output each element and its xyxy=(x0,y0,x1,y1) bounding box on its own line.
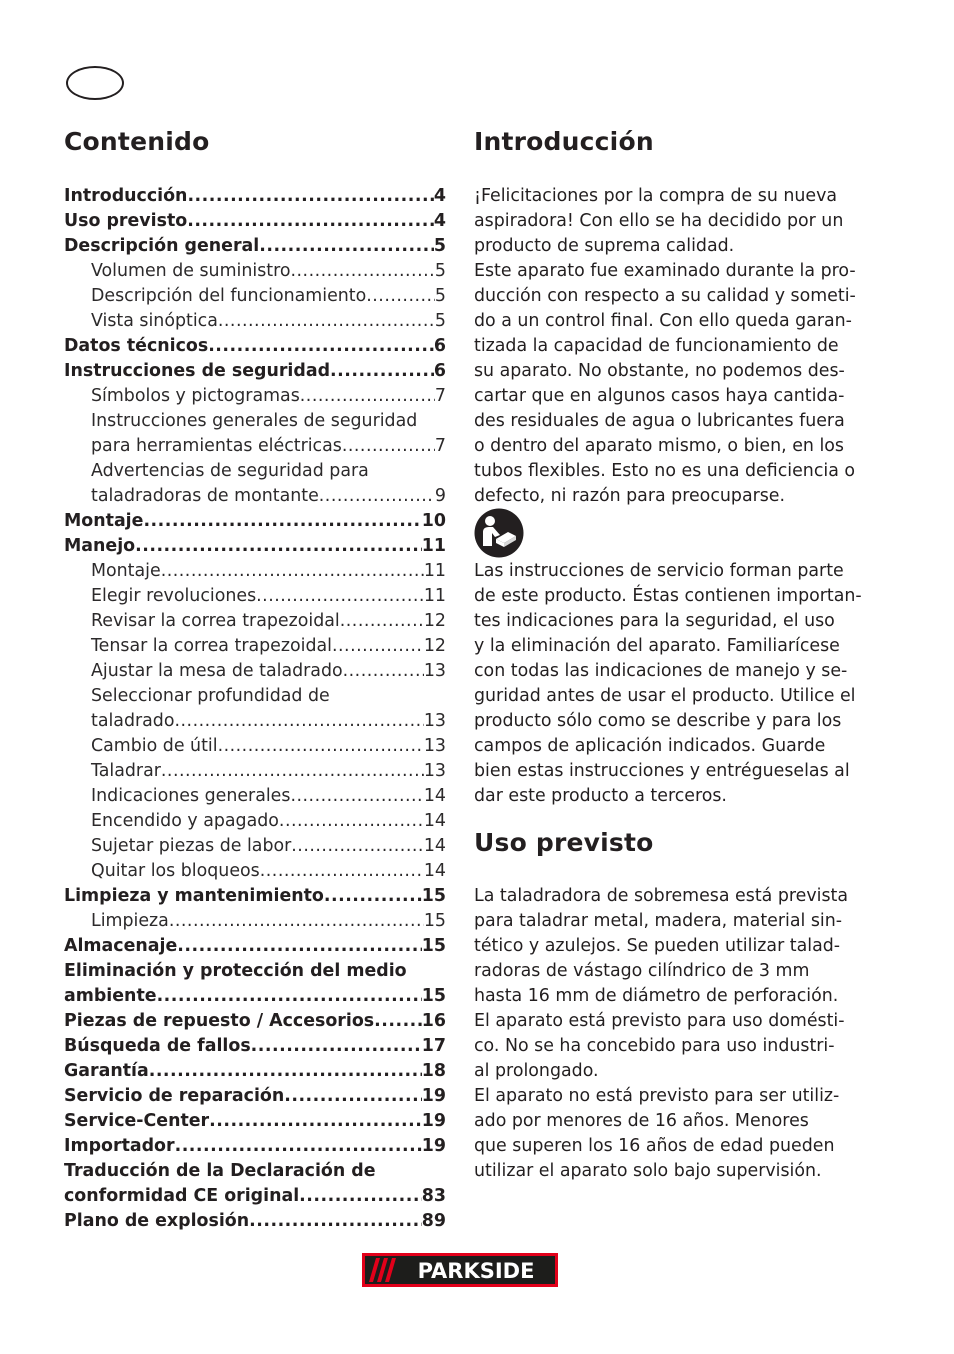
toc-entry-title: Vista sinóptica xyxy=(91,311,218,331)
toc-leader-dots xyxy=(342,434,435,459)
toc-leader-dots xyxy=(343,659,424,684)
toc-entry xyxy=(64,284,446,309)
toc-page-number: 14 xyxy=(423,861,446,881)
toc-page-number: 19 xyxy=(421,1136,446,1156)
toc-entry-title: Volumen de suministro xyxy=(91,261,291,281)
toc-entry xyxy=(64,1084,446,1109)
intro-text-line: campos de aplicación indicados. Guarde xyxy=(474,736,826,756)
toc-leader-dots xyxy=(177,934,422,959)
parkside-logo xyxy=(362,1253,558,1287)
toc-page-number: 16 xyxy=(421,1011,446,1031)
toc-page-number: 13 xyxy=(423,711,446,731)
toc-page-number: 4 xyxy=(433,211,446,231)
toc-leader-dots xyxy=(330,359,434,384)
toc-leader-dots xyxy=(340,609,424,634)
toc-entry xyxy=(64,459,446,484)
toc-entry-title: Encendido y apagado xyxy=(91,811,279,831)
intro-text-line: y la eliminación del aparato. Familiarícese xyxy=(474,636,840,656)
toc-entry-title: taladradoras de montante xyxy=(91,486,319,506)
intro-text-line: tes indicaciones para la seguridad, el uso xyxy=(474,611,835,631)
toc-entry-title: Service-Center xyxy=(64,1111,210,1131)
toc-entry xyxy=(64,759,446,784)
toc-entry xyxy=(64,209,446,234)
toc-page-number: 12 xyxy=(423,636,446,656)
toc-entry-title: Taladrar xyxy=(91,761,161,781)
uso-text-line: El aparato está previsto para uso domésti- xyxy=(474,1011,845,1031)
toc-entry xyxy=(64,659,446,684)
intro-text-line: do a un control final. Con ello queda garan- xyxy=(474,311,852,331)
toc-title: Contenido xyxy=(64,127,210,156)
uso-text-line: ado por menores de 16 años. Menores xyxy=(474,1111,809,1131)
toc-entry-title: conformidad CE original xyxy=(64,1186,300,1206)
intro-text-line: su aparato. No obstante, no podemos des- xyxy=(474,361,845,381)
intro-text-line: guridad antes de usar el producto. Utilice el xyxy=(474,686,856,706)
toc-leader-dots xyxy=(187,184,433,209)
toc-entry-title: Limpieza xyxy=(91,911,169,931)
toc-entry xyxy=(64,1184,446,1209)
toc-page-number: 13 xyxy=(423,736,446,756)
toc-page-number: 18 xyxy=(421,1061,446,1081)
toc-entry-title: Tensar la correa trapezoidal xyxy=(91,636,332,656)
toc-leader-dots xyxy=(300,384,435,409)
uso-text-line: co. No se ha concebido para uso industri- xyxy=(474,1036,835,1056)
toc-page-number: 11 xyxy=(423,586,446,606)
toc-leader-dots xyxy=(143,509,421,534)
intro-paragraph-1 xyxy=(474,184,864,509)
uso-title: Uso previsto xyxy=(474,828,654,857)
uso-text-line: tético y azulejos. Se pueden utilizar talad- xyxy=(474,936,841,956)
toc-leader-dots xyxy=(366,284,435,309)
toc-leader-dots xyxy=(299,1184,422,1209)
toc-entry xyxy=(64,509,446,534)
table-of-contents xyxy=(64,184,446,1234)
uso-paragraph xyxy=(474,884,864,1184)
toc-entry xyxy=(64,709,446,734)
toc-entry-title: Símbolos y pictogramas xyxy=(91,386,300,406)
toc-entry-title: Búsqueda de fallos xyxy=(64,1036,251,1056)
toc-leader-dots xyxy=(251,1034,422,1059)
toc-leader-dots xyxy=(175,709,424,734)
toc-leader-dots xyxy=(324,884,422,909)
toc-entry xyxy=(64,934,446,959)
toc-leader-dots xyxy=(374,1009,422,1034)
toc-entry-title: Elegir revoluciones xyxy=(91,586,257,606)
toc-entry-title: Eliminación y protección del medio xyxy=(64,961,407,981)
toc-entry-title: Almacenaje xyxy=(64,936,178,956)
toc-entry xyxy=(64,809,446,834)
toc-leader-dots xyxy=(218,734,424,759)
toc-entry xyxy=(64,534,446,559)
toc-entry xyxy=(64,1109,446,1134)
toc-page-number: 5 xyxy=(434,286,446,306)
toc-page-number: 5 xyxy=(433,236,446,256)
read-manual-icon xyxy=(474,508,524,558)
toc-entry xyxy=(64,1209,446,1234)
intro-text-line: tizada la capacidad de funcionamiento de xyxy=(474,336,839,356)
toc-leader-dots xyxy=(161,559,424,584)
toc-entry xyxy=(64,734,446,759)
intro-text-line: producto de suprema calidad. xyxy=(474,236,735,256)
uso-text-line: que superen los 16 años de edad pueden xyxy=(474,1136,835,1156)
toc-leader-dots xyxy=(157,984,422,1009)
toc-entry-title: Instrucciones generales de seguridad xyxy=(91,411,418,431)
toc-page-number: 19 xyxy=(421,1111,446,1131)
toc-page-number: 19 xyxy=(421,1086,446,1106)
toc-leader-dots xyxy=(218,309,435,334)
toc-leader-dots xyxy=(208,334,434,359)
toc-entry xyxy=(64,334,446,359)
toc-entry-title: Descripción general xyxy=(64,236,260,256)
intro-paragraph-2 xyxy=(474,559,864,809)
toc-leader-dots xyxy=(284,1084,422,1109)
uso-text-line: al prolongado. xyxy=(474,1061,599,1081)
toc-entry xyxy=(64,1159,446,1184)
toc-page-number: 11 xyxy=(423,561,446,581)
toc-entry-title: Servicio de reparación xyxy=(64,1086,285,1106)
toc-entry-title: Revisar la correa trapezoidal xyxy=(91,611,340,631)
toc-entry xyxy=(64,684,446,709)
toc-entry xyxy=(64,484,446,509)
intro-text-line: dar este producto a terceros. xyxy=(474,786,727,806)
intro-text-line: con todas las indicaciones de manejo y se- xyxy=(474,661,848,681)
toc-entry-title: Garantía xyxy=(64,1061,149,1081)
intro-title: Introducción xyxy=(474,127,654,156)
toc-page-number: 5 xyxy=(434,261,446,281)
toc-entry-title: Advertencias de seguridad para xyxy=(91,461,369,481)
toc-leader-dots xyxy=(332,634,424,659)
toc-leader-dots xyxy=(319,484,435,509)
toc-page-number: 5 xyxy=(434,311,446,331)
toc-entry-title: Indicaciones generales xyxy=(91,786,291,806)
toc-entry xyxy=(64,434,446,459)
toc-leader-dots xyxy=(169,909,424,934)
toc-entry xyxy=(64,1009,446,1034)
uso-text-line: La taladradora de sobremesa está prevista xyxy=(474,886,848,906)
language-badge xyxy=(66,66,124,100)
toc-entry-title: Piezas de repuesto / Accesorios xyxy=(64,1011,375,1031)
toc-entry-title: Importador xyxy=(64,1136,175,1156)
toc-entry-title: Ajustar la mesa de taladrado xyxy=(91,661,343,681)
toc-page-number: 6 xyxy=(433,336,446,356)
toc-entry-title: Limpieza y mantenimiento xyxy=(64,886,324,906)
toc-entry-title: Uso previsto xyxy=(64,211,188,231)
uso-text-line: hasta 16 mm de diámetro de perforación. xyxy=(474,986,839,1006)
intro-text-line: ducción con respecto a su calidad y someti- xyxy=(474,286,856,306)
intro-text-line: tubos flexibles. Esto no es una deficiencia o xyxy=(474,461,856,481)
toc-entry-title: Introducción xyxy=(64,186,188,206)
intro-text-line: Este aparato fue examinado durante la pro- xyxy=(474,261,856,281)
toc-page-number: 14 xyxy=(423,811,446,831)
toc-entry xyxy=(64,609,446,634)
uso-text-line: radoras de vástago cilíndrico de 3 mm xyxy=(474,961,810,981)
toc-page-number: 14 xyxy=(423,836,446,856)
toc-entry-title: Sujetar piezas de labor xyxy=(91,836,292,856)
toc-page-number: 7 xyxy=(434,436,446,456)
toc-entry xyxy=(64,959,446,984)
toc-entry xyxy=(64,309,446,334)
toc-page-number: 4 xyxy=(433,186,446,206)
toc-leader-dots xyxy=(259,234,434,259)
uso-text-line: utilizar el aparato solo bajo supervisión. xyxy=(474,1161,822,1181)
toc-entry xyxy=(64,584,446,609)
intro-text-line: aspiradora! Con ello se ha decidido por un xyxy=(474,211,844,231)
toc-entry xyxy=(64,559,446,584)
toc-page-number: 15 xyxy=(421,936,446,956)
toc-entry xyxy=(64,184,446,209)
toc-leader-dots xyxy=(249,1209,422,1234)
toc-entry xyxy=(64,784,446,809)
intro-text-line: de este producto. Éstas contienen importan- xyxy=(474,586,862,606)
toc-entry xyxy=(64,834,446,859)
toc-leader-dots xyxy=(209,1109,422,1134)
uso-text-line: El aparato no está previsto para ser utiliz- xyxy=(474,1086,840,1106)
toc-entry xyxy=(64,859,446,884)
uso-text-line: para taladrar metal, madera, material sin- xyxy=(474,911,843,931)
toc-entry-title: Cambio de útil xyxy=(91,736,218,756)
toc-page-number: 15 xyxy=(421,986,446,1006)
toc-leader-dots xyxy=(175,1134,422,1159)
intro-text-line: des residuales de agua o lubricantes fuera xyxy=(474,411,845,431)
toc-page-number: 9 xyxy=(434,486,446,506)
toc-entry-title: Seleccionar profundidad de xyxy=(91,686,330,706)
toc-entry xyxy=(64,909,446,934)
toc-entry xyxy=(64,884,446,909)
toc-page-number: 13 xyxy=(423,761,446,781)
toc-entry-title: taladrado xyxy=(91,711,175,731)
toc-entry xyxy=(64,1134,446,1159)
intro-text-line: producto sólo como se describe y para los xyxy=(474,711,842,731)
toc-entry xyxy=(64,984,446,1009)
toc-entry xyxy=(64,259,446,284)
toc-page-number: 89 xyxy=(421,1211,446,1231)
toc-leader-dots xyxy=(161,759,424,784)
toc-entry-title: ambiente xyxy=(64,986,157,1006)
toc-page-number: 13 xyxy=(423,661,446,681)
toc-leader-dots xyxy=(291,834,424,859)
brand-name: PARKSIDE xyxy=(417,1259,535,1283)
toc-page-number: 83 xyxy=(421,1186,446,1206)
toc-entry-title: Montaje xyxy=(64,511,144,531)
toc-page-number: 15 xyxy=(421,886,446,906)
intro-text-line: Las instrucciones de servicio forman parte xyxy=(474,561,844,581)
intro-text-line: cartar que en algunos casos haya cantida- xyxy=(474,386,845,406)
toc-page-number: 12 xyxy=(423,611,446,631)
toc-page-number: 14 xyxy=(423,786,446,806)
toc-leader-dots xyxy=(291,259,435,284)
toc-entry-title: Quitar los bloqueos xyxy=(91,861,260,881)
toc-page-number: 15 xyxy=(423,911,446,931)
toc-entry-title: Datos técnicos xyxy=(64,336,209,356)
toc-leader-dots xyxy=(290,784,423,809)
toc-entry-title: Traducción de la Declaración de xyxy=(64,1161,376,1181)
toc-entry-title: para herramientas eléctricas xyxy=(91,436,342,456)
toc-page-number: 6 xyxy=(433,361,446,381)
intro-text-line: ¡Felicitaciones por la compra de su nueva xyxy=(474,186,838,206)
toc-entry xyxy=(64,634,446,659)
toc-page-number: 17 xyxy=(421,1036,446,1056)
toc-leader-dots xyxy=(135,534,422,559)
toc-page-number: 7 xyxy=(434,386,446,406)
intro-text-line: defecto, ni razón para preocuparse. xyxy=(474,486,786,506)
toc-entry-title: Plano de explosión xyxy=(64,1211,250,1231)
toc-entry xyxy=(64,359,446,384)
toc-leader-dots xyxy=(256,584,424,609)
toc-entry xyxy=(64,384,446,409)
toc-leader-dots xyxy=(260,859,424,884)
intro-text-line: bien estas instrucciones y entrégueselas al xyxy=(474,761,850,781)
toc-entry xyxy=(64,1059,446,1084)
toc-leader-dots xyxy=(187,209,434,234)
toc-page-number: 10 xyxy=(421,511,446,531)
toc-leader-dots xyxy=(149,1059,422,1084)
toc-entry-title: Manejo xyxy=(64,536,136,556)
toc-entry-title: Instrucciones de seguridad xyxy=(64,361,331,381)
intro-text-line: o dentro del aparato mismo, o bien, en los xyxy=(474,436,844,456)
toc-entry-title: Montaje xyxy=(91,561,161,581)
toc-entry xyxy=(64,234,446,259)
toc-page-number: 11 xyxy=(421,536,446,556)
toc-leader-dots xyxy=(279,809,424,834)
toc-entry xyxy=(64,409,446,434)
toc-entry xyxy=(64,1034,446,1059)
toc-entry-title: Descripción del funcionamiento xyxy=(91,286,367,306)
